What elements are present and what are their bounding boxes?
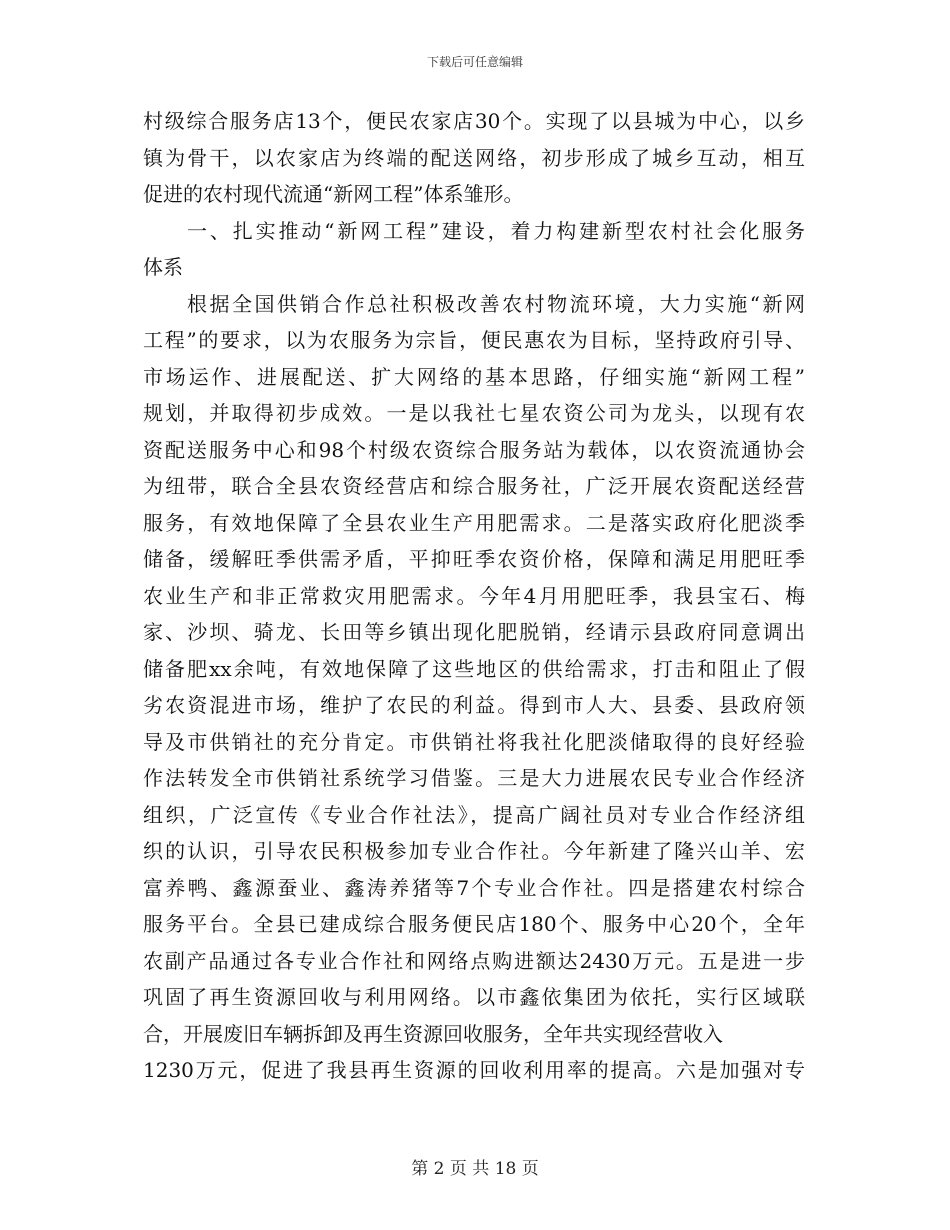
page-header-note: 下载后可任意编辑: [426, 55, 523, 69]
body-line-1: 村级综合服务店13个，便民农家店30个。实现了以县城为中心，以乡: [143, 109, 805, 133]
document-body: [143, 103, 805, 1089]
body-line-22: 富养鸭、鑫源蚕业、鑫涛养猪等7个专业合作社。四是搭建农村综合: [143, 875, 805, 900]
body-line-19: 作法转发全市供销社系统学习借鉴。三是大力进展农民专业合作经济: [143, 766, 805, 790]
body-line-27: 1230万元，促进了我县再生资源的回收利用率的提高。六是加强对专: [143, 1058, 805, 1082]
page-number: 第 2 页 共 18 页: [411, 1159, 539, 1179]
body-line-11: 为纽带，联合全县农资经营店和综合服务社，广泛开展农资配送经营: [143, 474, 805, 498]
body-line-15: 家、沙坝、骑龙、长田等乡镇出现化肥脱销，经请示县政府同意调出: [143, 620, 805, 644]
body-line-2: 镇为骨干，以农家店为终端的配送网络，初步形成了城乡互动，相互: [143, 145, 805, 170]
body-line-21: 织的认识，引导农民积极参加专业合作社。今年新建了隆兴山羊、宏: [143, 839, 805, 863]
body-line-17: 劣农资混进市场，维护了农民的利益。得到市人大、县委、县政府领: [143, 693, 805, 717]
body-line-24: 农副产品通过各专业合作社和网络点购进额达2430万元。五是进一步: [143, 948, 805, 973]
body-line-14: 农业生产和非正常救灾用肥需求。今年4月用肥旺季，我县宝石、梅: [143, 583, 805, 608]
body-line-12: 服务，有效地保障了全县农业生产用肥需求。二是落实政府化肥淡季: [143, 510, 805, 535]
body-line-6: 根据全国供销合作总社积极改善农村物流环境，大力实施“新网: [187, 291, 805, 316]
body-line-23: 服务平台。全县已建成综合服务便民店180个、服务中心20个，全年: [143, 912, 805, 936]
body-line-16: 储备肥xx余吨，有效地保障了这些地区的供给需求，打击和阻止了假: [143, 656, 805, 681]
body-line-26: 合，开展废旧车辆拆卸及再生资源回收服务，全年共实现经营收入: [143, 1021, 723, 1046]
body-line-8: 市场运作、进展配送、扩大网络的基本思路，仔细实施“新网工程”: [143, 364, 805, 389]
body-line-13: 储备，缓解旺季供需矛盾，平抑旺季农资价格，保障和满足用肥旺季: [143, 547, 805, 571]
body-line-9: 规划，并取得初步成效。一是以我社七星农资公司为龙头，以现有农: [143, 401, 805, 425]
body-line-20: 组织，广泛宣传《专业合作社法》，提高广阔社员对专业合作经济组: [143, 802, 805, 827]
section-heading-line-1: 一、扎实推动“新网工程”建设，着力构建新型农村社会化服务: [187, 218, 805, 243]
body-line-25: 巩固了再生资源回收与利用网络。以市鑫依集团为依托，实行区域联: [143, 985, 805, 1009]
body-line-7: 工程”的要求，以为农服务为宗旨，便民惠农为目标，坚持政府引导、: [143, 328, 805, 352]
body-line-18: 导及市供销社的充分肯定。市供销社将我社化肥淡储取得的良好经验: [143, 729, 805, 754]
body-line-3: 促进的农村现代流通“新网工程”体系雏形。: [143, 182, 524, 206]
body-line-10: 资配送服务中心和98个村级农资综合服务站为载体，以农资流通协会: [143, 437, 805, 462]
section-heading-line-2: 体系: [143, 255, 183, 279]
